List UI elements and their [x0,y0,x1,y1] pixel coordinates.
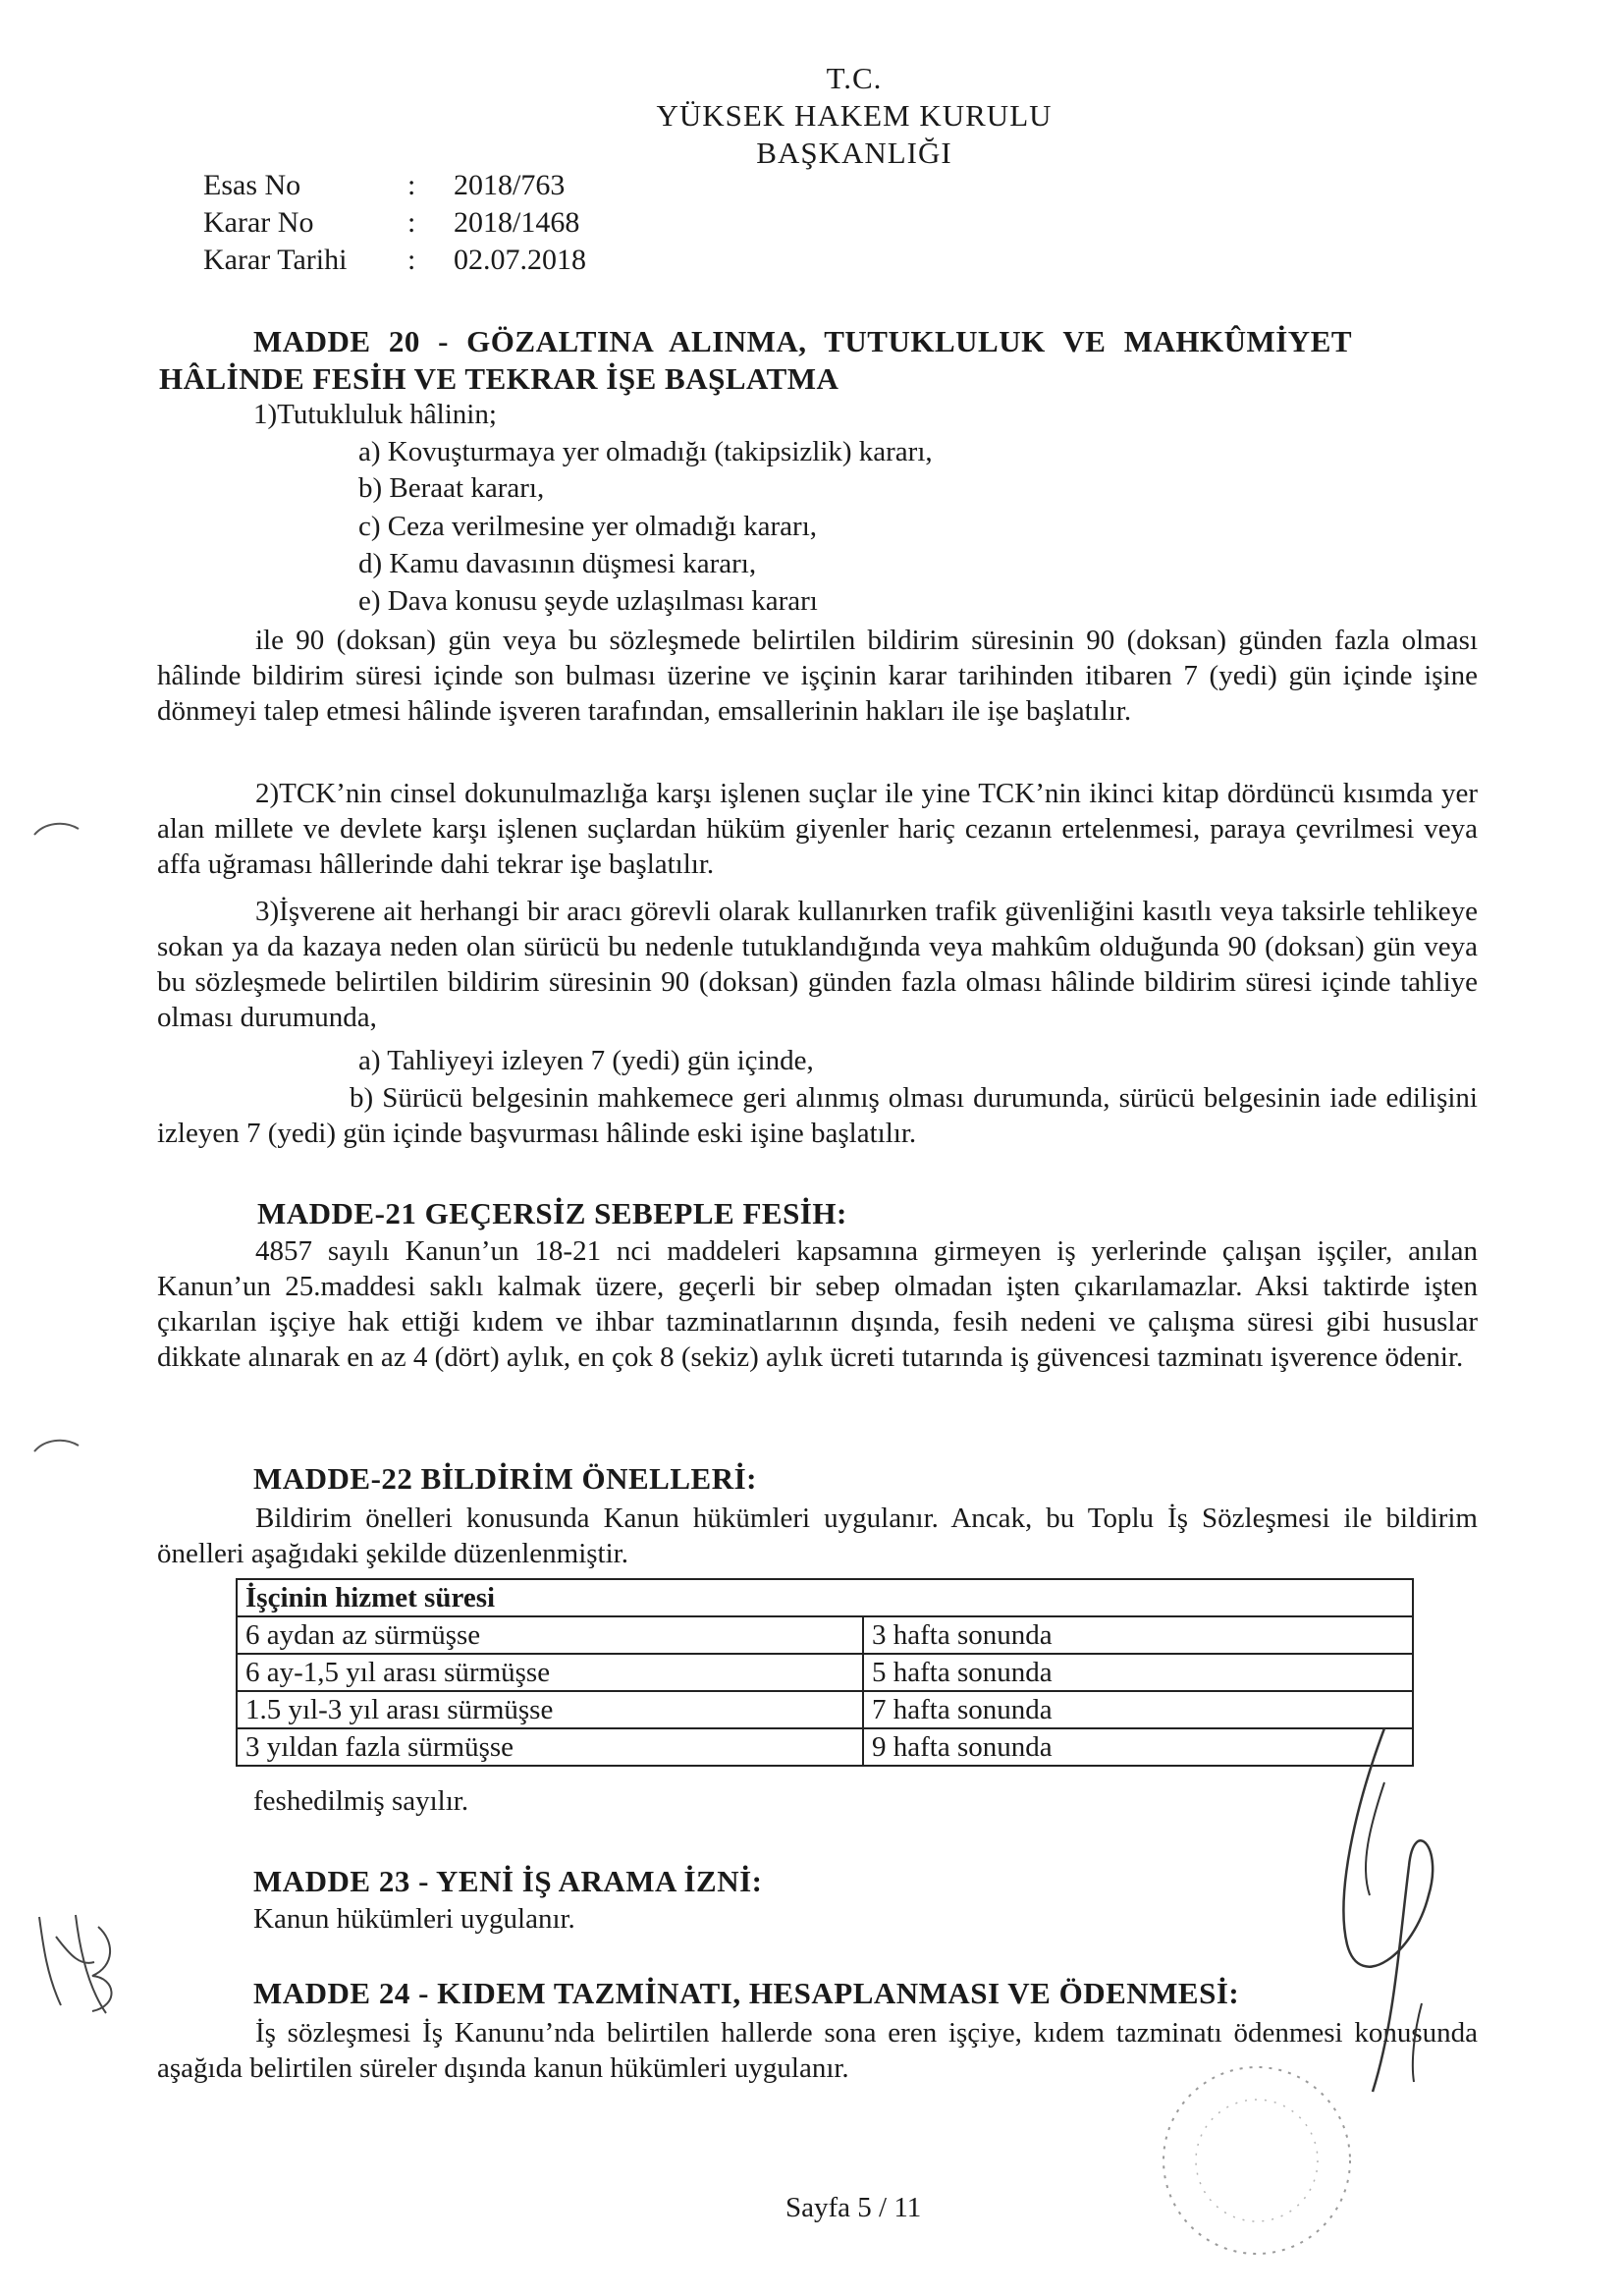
notice-period-table [236,1578,1414,1767]
madde20-item-e: e) Dava konusu şeyde uzlaşılması kararı [358,585,818,617]
madde24-title: MADDE 24 - KIDEM TAZMİNATI, HESAPLANMASI VE ÖDENMESİ: [253,1976,1240,2010]
madde20-para1: ile 90 (doksan) gün veya bu sözleşmede belirtilen bildirim süresinin 90 (doksan) günden fazla olması hâlinde bildirim süresi içinde son bulması üzerine ve işçinin karar tarihinden itibaren 7 (yedi) gün içinde işine dönmeyi talep etmesi hâlinde işveren tarafından, emsallerinin hakları ile işe başlatılır. [157,625,1478,727]
meta-value-karar: 2018/1468 [454,206,580,239]
madde21-title: MADDE-21 GEÇERSİZ SEBEPLE FESİH: [257,1196,847,1230]
meta-sep-tarih: : [407,244,416,276]
madde20-item-d: d) Kamu davasının düşmesi kararı, [358,548,757,579]
table-row [237,1616,1413,1654]
meta-value-tarih: 02.07.2018 [454,244,586,276]
madde20-para3-b: b) Sürücü belgesinin mahkemece geri alınmış olması durumunda, sürücü belgesinin iade edilişini izleyen 7 (yedi) gün içinde başvurması hâlinde eski işine başlatılır. [157,1082,1478,1149]
table-header-row [237,1579,1413,1616]
table-row [237,1691,1413,1728]
table-cell-duration: 3 yıldan fazla sürmüşse [237,1728,863,1766]
table-cell-duration: 1.5 yıl-3 yıl arası sürmüşse [237,1691,863,1728]
madde22-body: Bildirim önelleri konusunda Kanun hükümleri uygulanır. Ancak, bu Toplu İş Sözleşmesi ile bildirim önelleri aşağıdaki şekilde düzenlenmiştir. [157,1503,1478,1569]
table-cell-notice: 9 hafta sonunda [863,1728,1413,1766]
margin-mark [29,1432,88,1461]
header-presidency: BAŞKANLIĞI [756,136,952,170]
madde23-body: Kanun hükümleri uygulanır. [253,1903,575,1935]
table-cell-notice: 5 hafta sonunda [863,1654,1413,1691]
madde20-item-c: c) Ceza verilmesine yer olmadığı kararı, [358,511,818,542]
meta-sep-karar: : [407,206,416,239]
meta-label-esas: Esas No [203,169,301,201]
madde24-body: İş sözleşmesi İş Kanunu’nda belirtilen hallerde sona eren işçiye, kıdem tazminatı ödenmesi konusunda aşağıda belirtilen süreler dışında kanun hükümleri uygulanır. [157,2017,1478,2084]
madde20-item-b: b) Beraat kararı, [358,472,545,504]
madde20-para2: 2)TCK’nin cinsel dokunulmazlığa karşı işlenen suçlar ile yine TCK’nin ikinci kitap dördüncü kısımda yer alan millete ve devlete karşı işlenen suçlardan hüküm giyenler hariç cezanın ertelenmesi, paraya çevrilmesi veya affa uğraması hâllerinde dahi tekrar işe başlatılır. [157,778,1478,880]
madde20-title-line2: HÂLİNDE FESİH VE TEKRAR İŞE BAŞLATMA [159,361,839,396]
header-tc: T.C. [826,61,883,95]
table-cell-notice: 3 hafta sonunda [863,1616,1413,1654]
table-row [237,1654,1413,1691]
madde20-intro: 1)Tutukluluk hâlinin; [253,399,497,430]
header-institution: YÜKSEK HAKEM KURULU [656,98,1053,133]
margin-mark [29,815,88,845]
madde20-item-a: a) Kovuşturmaya yer olmadığı (takipsizlik) kararı, [358,436,933,467]
madde20-title-line1: MADDE 20 - GÖZALTINA ALINMA, TUTUKLULUK VE MAHKÛMİYET [253,324,1353,358]
madde23-title: MADDE 23 - YENİ İŞ ARAMA İZNİ: [253,1864,763,1898]
madde20-para3-a: a) Tahliyeyi izleyen 7 (yedi) gün içinde, [358,1045,814,1076]
meta-sep-esas: : [407,169,416,201]
meta-value-esas: 2018/763 [454,169,566,201]
madde22-after-table: feshedilmiş sayılır. [253,1785,469,1817]
table-row [237,1728,1413,1766]
madde20-para3: 3)İşverene ait herhangi bir aracı görevli olarak kullanırken trafik güvenliğini kasıtlı veya taksirle tehlikeye sokan ya da kazaya neden olan sürücü bu nedenle tutuklandığında veya mahkûm olduğunda 90 (doksan) gün veya bu sözleşmede belirtilen bildirim süresinin 90 (doksan) günden fazla olması hâlinde bildirim süresi içinde tahliye olması durumunda, [157,896,1478,1033]
table-header-cell: İşçinin hizmet süresi [237,1579,1413,1616]
meta-label-tarih: Karar Tarihi [203,244,348,276]
table-cell-duration: 6 aydan az sürmüşse [237,1616,863,1654]
madde21-body: 4857 sayılı Kanun’un 18-21 nci maddeleri kapsamına girmeyen iş yerlerinde çalışan işçiler, anılan Kanun’un 25.maddesi saklı kalmak üzere, geçerli bir sebep olmadan işten çıkarılamazlar. Aksi taktirde işten çıkarılan işçiye hak ettiği kıdem ve ihbar tazminatlarının dışında, fesih nedeni ve çalışma süresi gibi hususlar dikkate alınarak en az 4 (dört) aylık, en çok 8 (sekiz) aylık ücreti tutarında iş güvencesi tazminatı işverence ödenir. [157,1235,1478,1373]
page-number: Sayfa 5 / 11 [785,2192,922,2223]
table-cell-duration: 6 ay-1,5 yıl arası sürmüşse [237,1654,863,1691]
madde22-title: MADDE-22 BİLDİRİM ÖNELLERİ: [253,1461,757,1496]
table-cell-notice: 7 hafta sonunda [863,1691,1413,1728]
handwritten-initials [22,1897,139,2035]
meta-label-karar: Karar No [203,206,314,239]
